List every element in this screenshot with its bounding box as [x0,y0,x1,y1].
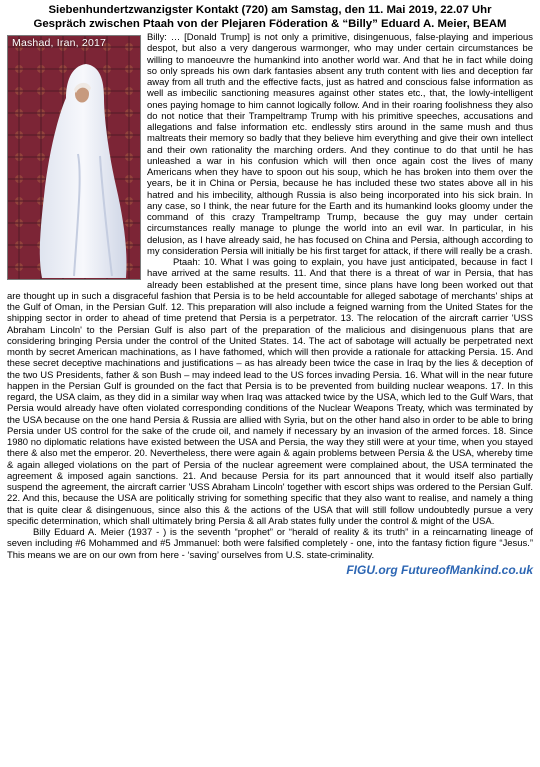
title-line-2: Gespräch zwischen Ptaah von der Plejaren Föderation & “Billy” Eduard A. Meier, BEAM [33,17,507,30]
photo-woman-in-chador [7,35,141,280]
biography-paragraph: Billy Eduard A. Meier (1937 - ) is the seventh “prophet” or “herald of reality & its truth” in a reincarnating lineage of seven including #6 Mohammed and #5 Jmmanuel: both were falsified completely - one, into the fantasy fiction figure “Jesus.” This means we are on our own from here - ‘saving’ ourselves from U.S. state-criminality. [7,527,533,561]
photo-caption: Mashad, Iran, 2017 [12,37,107,50]
document-page [7,4,533,759]
title-line-1: Siebenhundertzwanzigster Kontakt (720) am Samstag, den 11. Mai 2019, 22.07 Uhr [48,4,492,16]
billy-text: Billy: … [Donald Trump] is not only a primitive, disingenuous, false-playing and imperious despot, but also a very dangerous warmonger, who may under certain circumstances be willing to manoeuvre the humankind into another world war. And that he in fact while doing so only spreads his own dark fantasies absent any truth content with lies and deception far away from all truth and the effective facts, just as hatred and conscious false information as well as imbecilic sanctioning measures against other states etc., that, the lowly-intelligent ones paying homage to him cannot logically follow. And in their roaring foolishness they also do not notice that their Trampeltramp Trump with his primitive speeches, accusations and allegations and false information etc. endlessly stirs around in the same mush and thus maltreats their memory so badly that they believe him everything and give their own intellect and their own rationality the marching orders. And they continue to do that until he has unleashed a war in his confusion which will then once again cost the lives of many Americans when they have to spoon out his soup, which he has broken into them over the years, be it in China or Persia, because he has included these two states above all in his hatred and his imbecility, although Russia is also being incorporated into his sick brain. In any case, so I think, the near future for the Earth and its humankind looks gloomy under the command of this crazy Trampeltramp Trump, because the guy may under certain circumstances really manage to plunge the world into an evil war. In particular, in his delusion, as I have already said, he has focused on China and Persia, although according to my consideration Persia will initially be his first target for attack, if there will really be a crash. [147,32,533,257]
photo-illustration [8,36,141,280]
document-title [7,4,533,31]
footer-links[interactable]: FIGU.org FutureofMankind.co.uk [346,562,533,577]
billy-paragraph [7,32,533,257]
ptaah-paragraph: Ptaah: 10. What I was going to explain, you have just anticipated, because in fact I have arrived at the same results. 11. And that there is a threat of war in Persia, that has already been established at the present time, since plans have long been worked out that are thought up in such a disgraceful fashion that Persia is to be held accountable for alleged sabotage of merchants' ships at the Gulf of Oman, in the Persian Gulf. 12. This preparation will also include a feigned warning from the United States for the shipping sector in order to ahead of time pretend that Persia is a perpetrator. 13. The relocation of the aircraft carrier 'USS Abraham Lincoln' to the Persian Gulf is also part of the preparation of the malicious and disingenuous plans that are considering bringing Persia under the control of the United States. 14. The act of sabotage will actually be perpetrated next month by secret American machinations, as I have fathomed, which will then provide a rationale for attacking Persia. 15. And these secret deceptive machinations and justifications – as has already been twice the case in Iraq by the lies & deception of the two US Presidents, father & son Bush – may indeed lead to the US forces invading Persia. 16. What will in the near future happen in the Persian Gulf is grounded on the fact that Persia is to be prevented from building nuclear weapons. 17. In this regard, the USA claim, as they did in a similar way when Iraq was attacked twice by the USA, which led to the Gulf Wars, that Persia would already have often violated corresponding conditions of the Nuclear Weapons Treaty, which was terminated by the USA because on the one hand Persia & Russia are allied with Syria, but on the other hand also in order to be able to bring Persia under US control for the sake of the crude oil, and namely if necessary by an invasion of the armed forces. 18. Since 1980 no diplomatic relations have existed between the USA and Persia, the way they still were at your time, when you stayed there & also met the emperor. 20. Nevertheless, there were again & again problems between Persia & the USA, whereby time & again alleged violations on the part of Persia of the nuclear agreement were complained about, the USA terminated the agreement & imposed again sanctions. 21. And because Persia for its part announced that it would itself also partially suspend the agreement, the aircraft carrier 'USS Abraham Lincoln' together with escort ships was ordered to the Persian Gulf. 22. And this, because the USA are politically striving for something specific that they also want to realise, and namely a thing that is quite clear & disingenuous, since also this & the actions of the USA that will still follow undoubtedly pursue a very specific determination, which shall ultimately bring Persia & all Arab states fully under the control & might of the USA. [7,257,533,527]
